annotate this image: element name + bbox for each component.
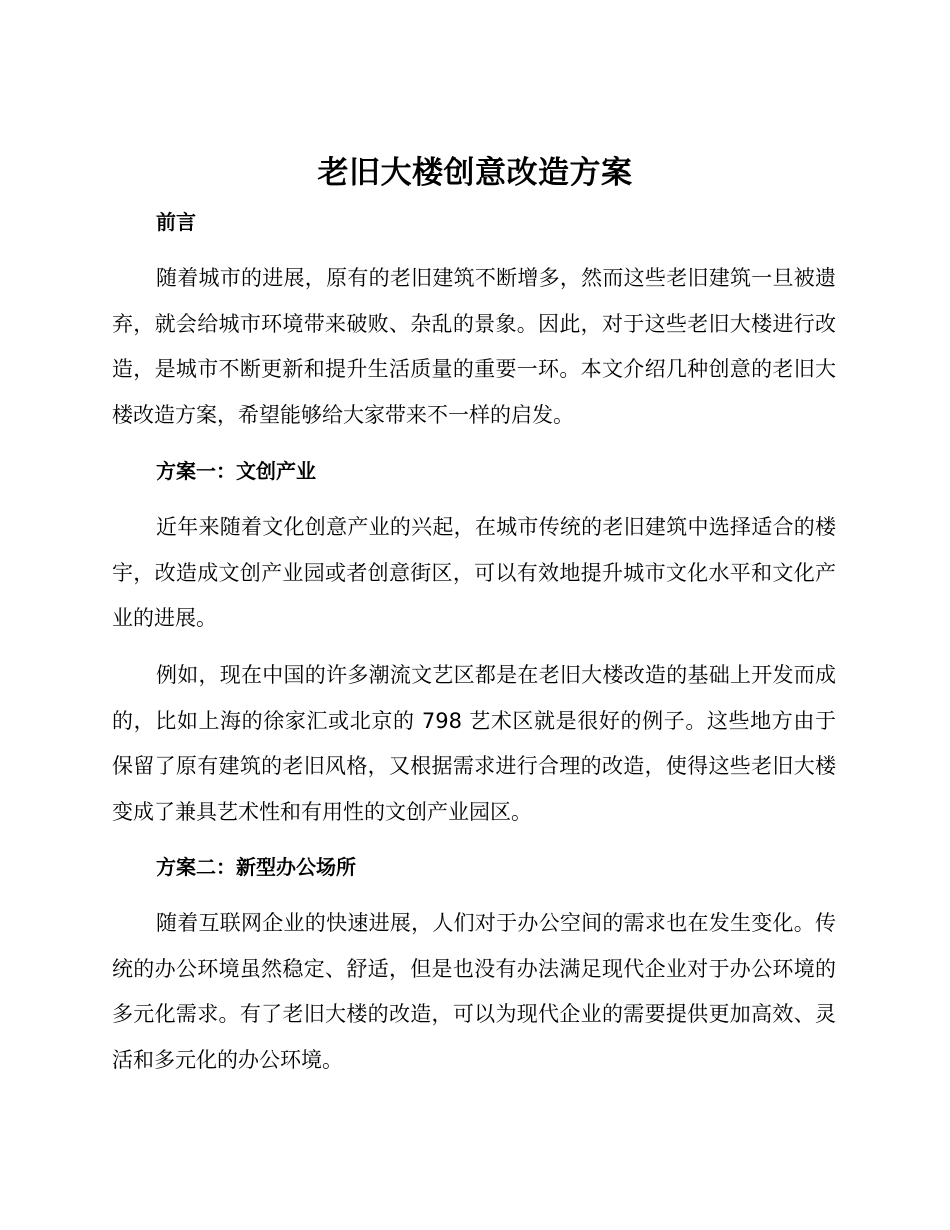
paragraph-preface: 随着城市的进展，原有的老旧建筑不断增多，然而这些老旧建筑一旦被遗弃，就会给城市环境带来破败、杂乱的景象。因此，对于这些老旧大楼进行改造，是城市不断更新和提升生活质量的重要一环。本文介绍几种创意的老旧大楼改造方案，希望能够给大家带来不一样的启发。	[112, 266, 836, 427]
paragraph-plan-one-intro: 近年来随着文化创意产业的兴起，在城市传统的老旧建筑中选择适合的楼宇，改造成文创产业园或者创意街区，可以有效地提升城市文化水平和文化产业的进展。	[112, 515, 836, 630]
document-title: 老旧大楼创意改造方案	[317, 155, 633, 191]
paragraph-plan-one-example: 例如，现在中国的许多潮流文艺区都是在老旧大楼改造的基础上开发而成的，比如上海的徐家汇或北京的 798 艺术区就是很好的例子。这些地方由于保留了原有建筑的老旧风格，又根据需求进行合理的改造，使得这些老旧大楼变成了兼具艺术性和有用性的文创产业园区。	[112, 663, 836, 824]
section-heading-preface: 前言	[156, 210, 196, 234]
section-heading-plan-two: 方案二：新型办公场所	[156, 855, 356, 879]
paragraph-plan-two: 随着互联网企业的快速进展，人们对于办公空间的需求也在发生变化。传统的办公环境虽然稳定、舒适，但是也没有办法满足现代企业对于办公环境的多元化需求。有了老旧大楼的改造，可以为现代企业的需要提供更加高效、灵活和多元化的办公环境。	[112, 911, 836, 1072]
section-heading-plan-one: 方案一：文创产业	[156, 459, 316, 483]
